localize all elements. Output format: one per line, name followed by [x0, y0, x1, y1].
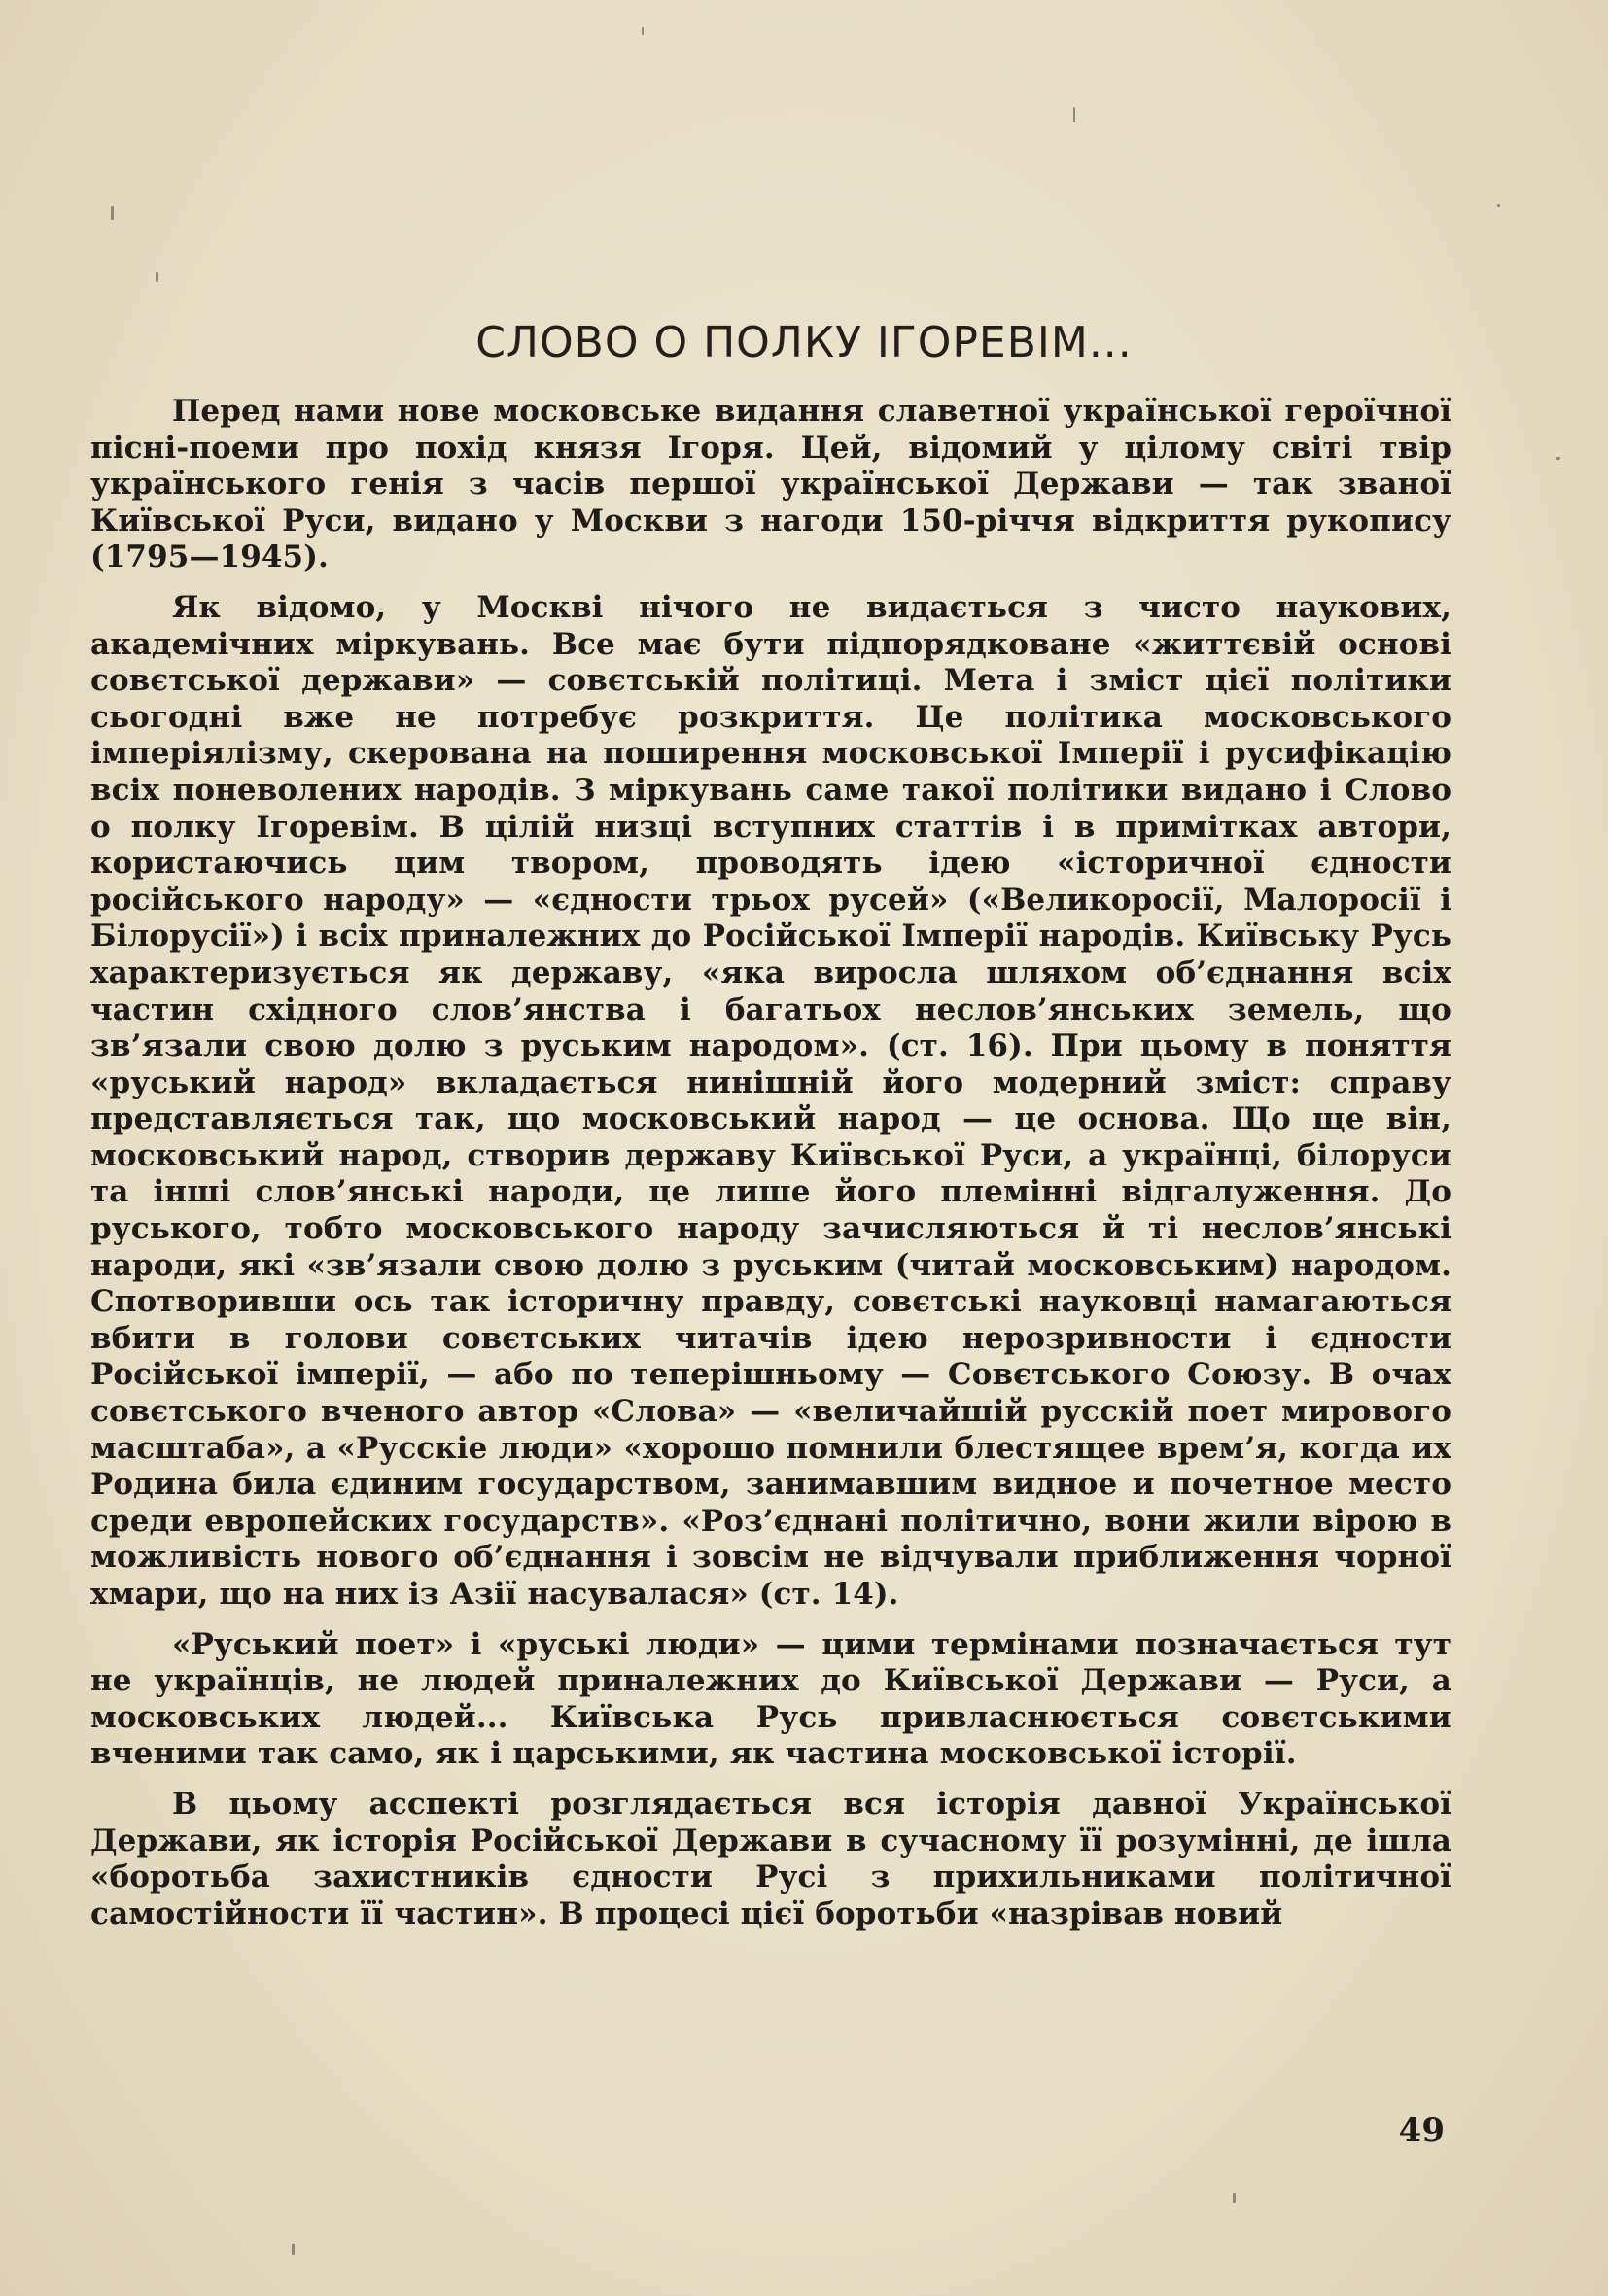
- paragraph-text: «Руський поет» і «руські люди» — цими термінами позначається тут не українців, не людей приналежних до Київської Держави — Руси, а московських людей...: [90, 1626, 1451, 1735]
- paper-speck: [642, 27, 644, 35]
- paragraph-emphasis: самостійности її частин»: [90, 1896, 538, 1931]
- paragraph-text: В цьому асспекті розглядається вся історія давної Української Держави, як історія Російської Держави в сучасному її розумінні, де ішла «боротьба захистників єдности Русі з прихильниками політичної: [90, 1786, 1451, 1896]
- article-body: [90, 394, 1451, 1946]
- paragraph-emphasis: що зв’язали свою долю з руським народом»: [90, 991, 1451, 1064]
- paper-speck: [1073, 107, 1075, 122]
- paper-speck: [1233, 2193, 1236, 2203]
- paragraph-text: . В процесі цієї боротьби «назрівав новий: [537, 1896, 1283, 1931]
- paragraph-text: Як відомо, у Москві нічого не видається з чисто наукових, академічних міркувань. Все має бути підпорядковане «життєвій основі совєтської держави» — совєтській політиці. Мета і зміст цієї політики сьогодні вже не потребує розкриття. Це політика московського імперіялізму, скерована на поширення московської Імперії і русифікацію всіх поневолених народів. З міркувань саме такої політики видано і Слово о полку Ігоревім. В цілій низці вступних статтів і в примітках автори, користаючись цим твором, проводять ідею «історичної єдности російського народу» — «єдности трьох русей» («Великоросії, Малоросії і Білорусії») і всіх приналежних до Російської Імперії народів. Київську Русь характеризується як державу, «яка виросла шляхом об’єднання всіх частин східного слов’янства і багатьох неслов’янських земель,: [90, 589, 1451, 1027]
- paragraph-3: [90, 1627, 1451, 1773]
- paragraph-text: Перед нами нове московське видання славетної української героїчної пісні-поеми про похід князя Ігоря. Цей, відомий у цілому світі твір українського генія з часів першої української Держави — так званої Київської Руси, видано у Москви з нагоди 150-річчя відкриття рукопису (1795—1945).: [90, 394, 1451, 575]
- paragraph-1: [90, 394, 1451, 576]
- paragraph-text: . (ст. 16). При цьому в поняття «руський народ» вкладається нинішній його модерний зміст: справу представляється так, що московський народ — це основа. Що ще він, московський народ, створив державу Київської Руси, а українці, білоруси та інші слов’янські народи, це лише його племінні відгалуження. До руського, тобто московського народу зачисляються й ті неслов’янські народи, які «зв’язали свою долю з руським (читай московським) народом. Спотворивши ось так історичну правду, совєтські науковці намагаються вбити в голови совєтських читачів ідею нерозривности і єдности Російської імперії, — або по теперішньому — Совєтського Союзу. В очах совєтського вченого автор «Слова» — «величайшій русскій поет мирового масштаба», а «Русскіе люди» «хорошо помнили блестящее врем’я, когда их Родина била єдиним государством, занимавшим видное и почетное место среди европейских государств». «Роз’єднані політично, вони жили вірою в можливість нового об’єднання і зовсім не відчували приближення чорної хмари, що на них із Азії насувалася» (ст. 14).: [90, 1028, 1451, 1612]
- page-number: 49: [1398, 2111, 1445, 2150]
- paper-speck: [111, 206, 114, 220]
- paper-speck: [1497, 204, 1500, 207]
- paragraph-emphasis: Київська Русь привласнюється совєтськими вченими так само, як і царськими, як частина московської історії.: [90, 1699, 1451, 1772]
- paper-speck: [156, 272, 158, 282]
- page-title: СЛОВО О ПОЛКУ ІГОРЕВІМ...: [475, 318, 1133, 368]
- paragraph-4: [90, 1787, 1451, 1932]
- paper-speck: [292, 2244, 295, 2255]
- paper-speck: [1556, 457, 1560, 460]
- paragraph-2: [90, 590, 1451, 1614]
